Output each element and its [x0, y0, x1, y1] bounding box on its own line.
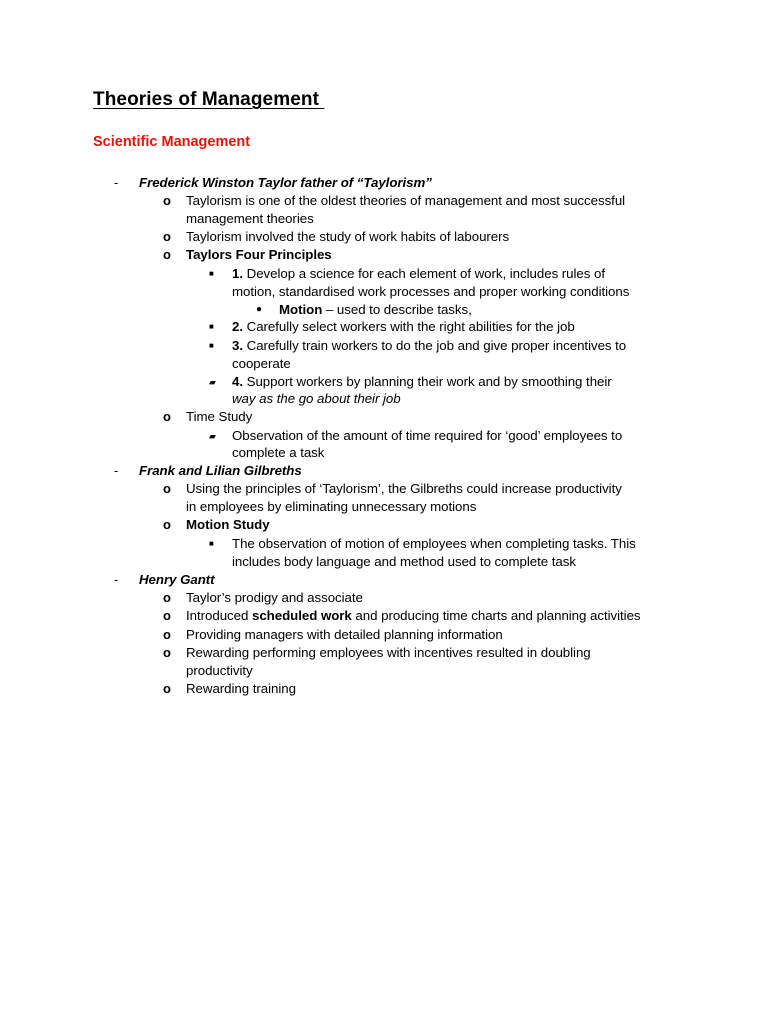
gantt-heading: Henry Gantt — [139, 572, 215, 587]
circle-bullet: o — [163, 627, 171, 642]
principles-heading: Taylors Four Principles — [186, 247, 332, 262]
motion-item — [279, 301, 472, 319]
circle-bullet: o — [163, 193, 171, 208]
principle-text: Carefully train workers to do the job and give proper incentives to — [243, 338, 627, 353]
dash-bullet: - — [114, 463, 119, 478]
page-title: Theories of Management — [93, 89, 325, 110]
circle-bullet: o — [163, 608, 171, 623]
time-study-heading: Time Study — [186, 409, 253, 424]
square-bullet: ■ — [209, 539, 214, 548]
dot-bullet: ● — [256, 304, 263, 315]
list-item: Taylor’s prodigy and associate — [186, 590, 363, 605]
motion-study-heading: Motion Study — [186, 517, 270, 532]
text-segment: Introduced — [186, 608, 252, 623]
taylor-heading: Frederick Winston Taylor father of “Taylorism” — [139, 175, 432, 190]
principle-1-continuation: motion, standardised work processes and proper working conditions — [232, 284, 630, 299]
circle-bullet: o — [163, 229, 171, 244]
principle-number: 2. — [232, 319, 243, 334]
dash-bullet: - — [114, 175, 119, 190]
list-item-continuation: in employees by eliminating unnecessary motions — [186, 499, 477, 514]
principle-text: Develop a science for each element of work, includes rules of — [243, 266, 606, 281]
gilbreths-heading: Frank and Lilian Gilbreths — [139, 463, 302, 478]
arrow-bullet: ▰ — [209, 431, 216, 441]
circle-bullet: o — [163, 409, 171, 424]
list-item-continuation: productivity — [186, 663, 253, 678]
square-bullet: ■ — [209, 269, 214, 278]
motion-study-continuation: includes body language and method used to complete task — [232, 554, 576, 569]
principle-text: Support workers by planning their work and by smoothing their — [243, 374, 612, 389]
principle-2 — [232, 318, 575, 336]
circle-bullet: o — [163, 517, 171, 532]
list-item: Using the principles of ‘Taylorism’, the Gilbreths could increase productivity — [186, 481, 622, 496]
principle-text: Carefully select workers with the right abilities for the job — [243, 319, 575, 334]
bold-term: scheduled work — [251, 608, 352, 623]
circle-bullet: o — [163, 645, 171, 660]
principle-number: 1. — [232, 266, 243, 281]
dash-bullet: - — [114, 572, 119, 587]
motion-study-text: The observation of motion of employees when completing tasks. This — [232, 536, 636, 551]
list-item: Rewarding training — [186, 681, 296, 696]
principle-4-continuation: way as the go about their job — [232, 391, 401, 406]
square-bullet: ■ — [209, 322, 214, 331]
list-item: Taylorism is one of the oldest theories of management and most successful — [186, 193, 626, 208]
circle-bullet: o — [163, 481, 171, 496]
list-item: Providing managers with detailed planning information — [186, 627, 503, 642]
principle-3-continuation: cooperate — [232, 356, 291, 371]
list-item: Rewarding performing employees with incentives resulted in doubling — [186, 645, 591, 660]
list-item: Taylorism involved the study of work habits of labourers — [186, 229, 510, 244]
principle-3 — [232, 337, 626, 355]
principle-4 — [232, 373, 612, 391]
circle-bullet: o — [163, 590, 171, 605]
square-bullet: ■ — [209, 341, 214, 350]
principle-number: 3. — [232, 338, 243, 353]
circle-bullet: o — [163, 247, 171, 262]
list-item-continuation: management theories — [186, 211, 314, 226]
principle-number: 4. — [232, 374, 243, 389]
arrow-bullet: ▰ — [209, 377, 216, 387]
text-segment: and producing time charts and planning activities — [351, 608, 641, 623]
motion-definition: – used to describe tasks, — [322, 302, 472, 317]
section-heading: Scientific Management — [93, 134, 251, 150]
principle-1 — [232, 265, 605, 283]
list-item — [186, 607, 641, 625]
motion-term: Motion — [279, 302, 323, 317]
time-study-text: Observation of the amount of time required for ‘good’ employees to — [232, 428, 623, 443]
time-study-continuation: complete a task — [232, 445, 325, 460]
circle-bullet: o — [163, 681, 171, 696]
